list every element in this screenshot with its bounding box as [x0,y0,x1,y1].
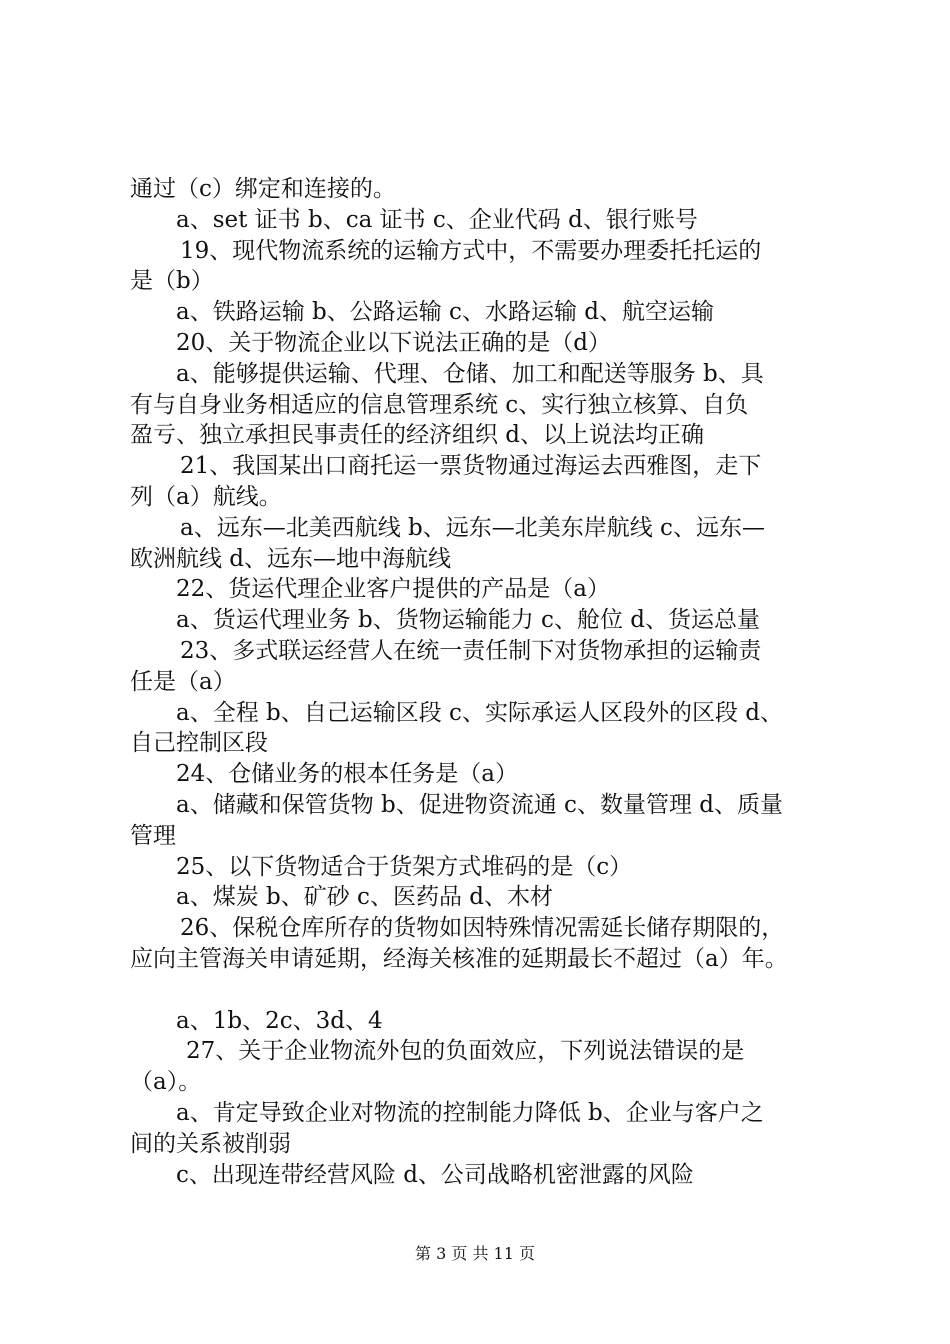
text-line: 盈亏、独立承担民事责任的经济组织 d、以上说法均正确 [130,422,705,449]
text-line: 管理 [130,822,176,849]
answer-options: a、set 证书 b、ca 证书 c、企业代码 d、银行账号 [176,206,698,233]
answer-options: a、远东—北美西航线 b、远东—北美东岸航线 c、远东— [180,514,765,541]
question-27: 27、关于企业物流外包的负面效应，下列说法错误的是 [186,1038,745,1065]
text-line: 任是（a） [130,668,236,695]
text-line: 应向主管海关申请延期，经海关核准的延期最长不超过（a）年。 [130,945,788,972]
text-line: 是（b） [130,268,214,295]
answer-options: a、煤炭 b、矿砂 c、医药品 d、木材 [176,884,553,911]
answer-options: a、全程 b、自己运输区段 c、实际承运人区段外的区段 d、 [176,699,783,726]
text-line: 间的关系被削弱 [130,1130,291,1157]
body-text [130,174,850,1190]
question-25: 25、以下货物适合于货架方式堆码的是（c） [176,853,633,880]
question-23: 23、多式联运经营人在统一责任制下对货物承担的运输责 [180,637,762,664]
question-26: 26、保税仓库所存的货物如因特殊情况需延长储存期限的， [180,915,785,942]
blank-line [130,975,850,1006]
answer-options: a、能够提供运输、代理、仓储、加工和配送等服务 b、具 [176,360,764,387]
text-line: 有与自身业务相适应的信息管理系统 c、实行独立核算、自负 [130,391,749,418]
page-number-footer: 第 3 页 共 11 页 [415,1244,535,1263]
text-line: （a）。 [130,1069,202,1096]
answer-options: c、出现连带经营风险 d、公司战略机密泄露的风险 [176,1161,694,1188]
answer-options: a、储藏和保管货物 b、促进物资流通 c、数量管理 d、质量 [176,791,783,818]
text-line: 列（a）航线。 [130,483,282,510]
text-line: 自己控制区段 [130,730,268,757]
question-24: 24、仓储业务的根本任务是（a） [176,761,518,788]
text-line: 通过（c）绑定和连接的。 [130,176,396,202]
answer-options: a、货运代理业务 b、货物运输能力 c、舱位 d、货运总量 [176,607,760,634]
text-line: 欧洲航线 d、远东—地中海航线 [130,545,452,572]
question-22: 22、货运代理企业客户提供的产品是（a） [176,576,610,603]
answer-options: a、铁路运输 b、公路运输 c、水路运输 d、航空运输 [176,299,714,326]
question-20: 20、关于物流企业以下说法正确的是（d） [176,329,611,356]
question-21: 21、我国某出口商托运一票货物通过海运去西雅图，走下 [180,453,762,480]
answer-options: a、肯定导致企业对物流的控制能力降低 b、企业与客户之 [176,1099,764,1126]
question-19: 19、现代物流系统的运输方式中，不需要办理委托托运的 [180,237,762,264]
answer-options: a、1b、2c、3d、4 [176,1007,383,1034]
